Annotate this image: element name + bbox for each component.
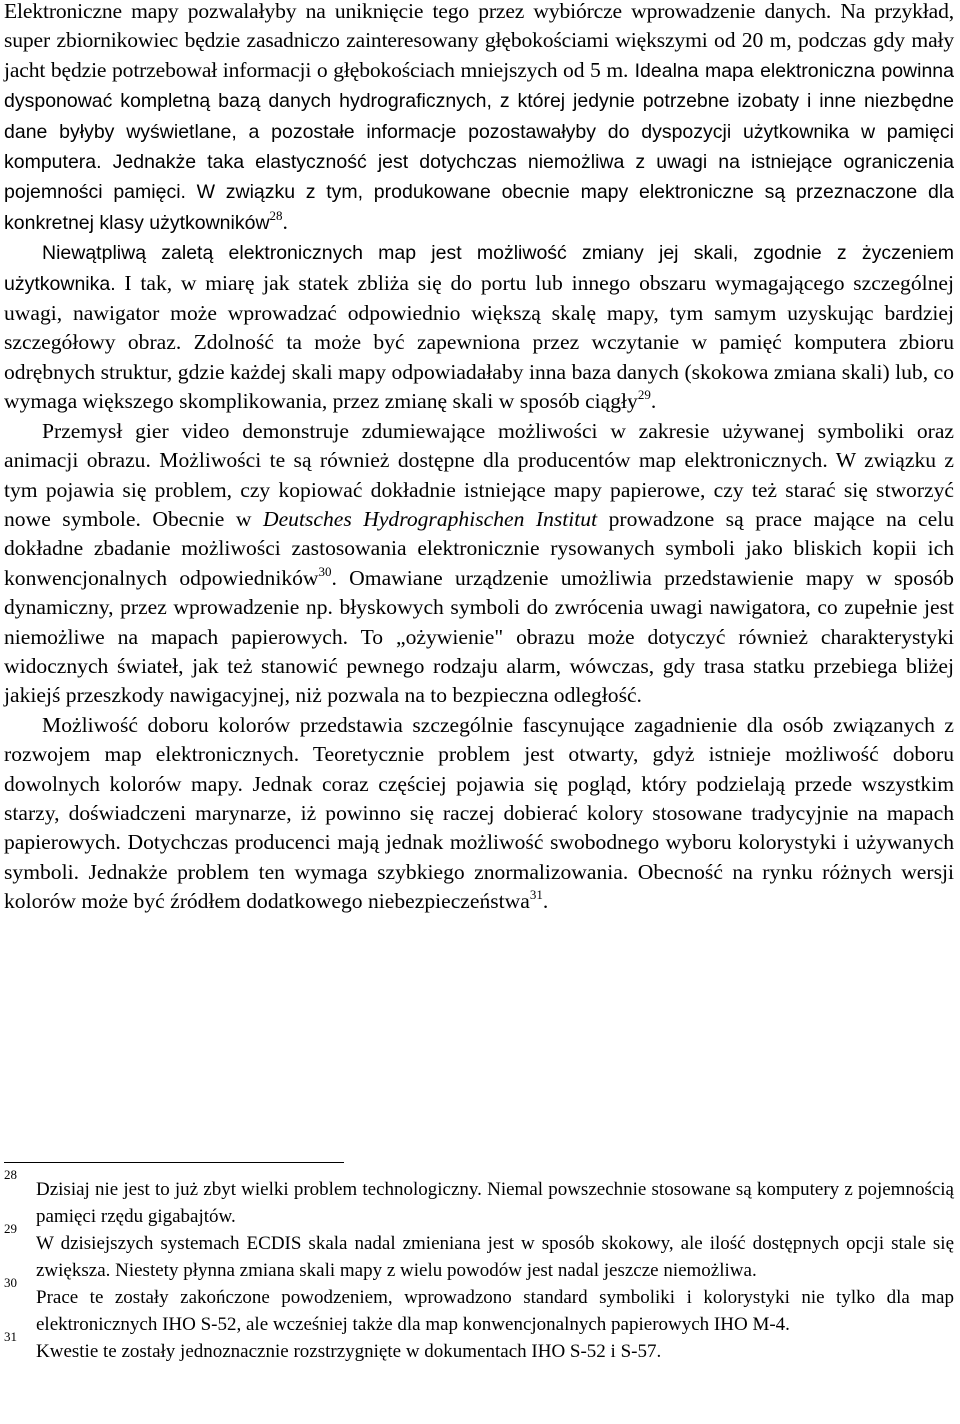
paragraph-2-part-a: Niewątpliwą zaletą elektronicznych map jest możliwość zmiany jej skali, zgodnie z życzeniem użytkownika. bbox=[4, 242, 954, 295]
institute-name: Deutsches Hydrographischen Institut bbox=[262, 506, 598, 531]
footnote-text: Kwestie te zostały jednoznacznie rozstrzygnięte w dokumentach IHO S-52 i S-57. bbox=[36, 1341, 662, 1362]
footnote-number: 29 bbox=[4, 1221, 17, 1236]
footnote-30 bbox=[0, 1275, 954, 1338]
paragraph-1-end: . bbox=[282, 209, 288, 234]
footnote-29 bbox=[0, 1221, 954, 1284]
paragraph-1-part-b: Idealna mapa elektroniczna powinna dysponować kompletną bazą danych hydrograficznych, z której jedynie potrzebne izobaty i inne niezbędne dane byłyby wyświetlane, a pozostałe informacje pozostawałyby do dyspozycji użytkownika w pamięci komputera. Jednakże taka elastyczność jest dotychczas niemożliwa z uwagi na istniejące ograniczenia pojemności pamięci. W związku z tym, produkowane obecnie mapy elektroniczne są przeznaczone dla konkretnej klasy użytkowników bbox=[4, 59, 954, 234]
footnote-number: 30 bbox=[4, 1275, 17, 1290]
paragraph-3-part-b: prowadzone są prace mające na celu dokładne zbadanie możliwości zastosowania elektronicznie rysowanych symboli jako bliskich kopii ich konwencjonalnych odpowiedników bbox=[4, 506, 954, 590]
footnote-ref-28: 28 bbox=[269, 207, 283, 223]
paragraph-1 bbox=[4, 0, 954, 238]
footnote-31 bbox=[0, 1329, 954, 1365]
footnotes bbox=[0, 1167, 954, 1365]
paragraph-4 bbox=[4, 711, 954, 917]
paragraph-2-end: . bbox=[650, 389, 657, 414]
footnote-ref-31: 31 bbox=[529, 887, 543, 903]
footnote-number: 28 bbox=[4, 1167, 17, 1182]
footnote-text: Prace te zostały zakończone powodzeniem, wprowadzono standard symboliki i kolorystyki nie tylko dla map elektronicznych IHO S-52, ale wcześniej także dla map konwencjonalnych papierowych IHO M-4. bbox=[36, 1287, 954, 1335]
footnote-ref-29: 29 bbox=[637, 387, 651, 403]
paragraph-2 bbox=[4, 238, 954, 416]
footnote-number: 31 bbox=[4, 1329, 17, 1344]
footnote-28 bbox=[0, 1167, 954, 1230]
paragraph-4-end: . bbox=[542, 889, 549, 914]
footnote-separator bbox=[4, 1162, 344, 1163]
footnote-ref-30: 30 bbox=[318, 563, 332, 579]
paragraph-2-part-b: I tak, w miarę jak statek zbliża się do portu lub innego obszaru wymagającego szczególnej uwagi, nawigator może wprowadzać odpowiednio większą skalę mapy, tym samym uzyskując bardziej szczegółowy obraz. Zdolność ta może być zapewniona przez wczytanie w pamięć komputera zbioru odrębnych struktur, gdzie każdej skali mapy odpowiadałaby inna baza danych (skokowa zmiana skali) lub, co wymaga większego skomplikowania, przez zmianę skali w sposób ciągły bbox=[4, 270, 954, 414]
paragraph-3-part-a: Przemysł gier video demonstruje zdumiewające możliwości w zakresie używanej symboliki oraz animacji obrazu. Możliwości te są również dostępne dla producentów map elektronicznych. W związku z tym pojawia się problem, czy kopiować dokładnie istniejące mapy papierowe, czy też starać się stworzyć nowe symbole. Obecnie w bbox=[4, 418, 954, 531]
footnote-text: W dzisiejszych systemach ECDIS skala nadal zmieniana jest w sposób skokowy, ale ilość dostępnych opcji stale się zwiększa. Niestety płynna zmiana skali mapy z wielu powodów jest nadal jeszcze niemożliwa. bbox=[36, 1233, 954, 1281]
footnote-text: Dzisiaj nie jest to już zbyt wielki problem technologiczny. Niemal powszechnie stosowane są komputery z pojemnością pamięci rzędu gigabajtów. bbox=[36, 1179, 954, 1227]
paragraph-3 bbox=[4, 417, 954, 711]
paragraph-1-part-a: Elektroniczne mapy pozwalałyby na uniknięcie tego przez wybiórcze wprowadzenie danych. Na przykład, super zbiornikowiec będzie zasadniczo zainteresowany głębokościami większymi od 20 m, podczas gdy mały jacht będzie potrzebował informacji o głębokościach mniejszych od 5 m. bbox=[4, 0, 954, 82]
paragraph-4-part-a: Możliwość doboru kolorów przedstawia szczególnie fascynujące zagadnienie dla osób związanych z rozwojem map elektronicznych. Teoretycznie problem jest otwarty, gdyż istnieje możliwość doboru dowolnych kolorów mapy. Jednak coraz częściej pojawia się pogląd, który podzielają przede wszystkim starzy, doświadczeni marynarze, iż powinno się raczej dobierać kolory stosowane tradycyjnie na mapach papierowych. Dotychczas producenci mają jednak możliwość swobodnego wyboru kolorystyki i używanych symboli. Jednakże problem ten wymaga szybkiego znormalizowania. Obecność na rynku różnych wersji kolorów może być źródłem dodatkowego niebezpieczeństwa bbox=[4, 712, 954, 914]
paragraph-3-part-c: . Omawiane urządzenie umożliwia przedstawienie mapy w sposób dynamiczny, przez wprowadzenie np. błyskowych symboli do zwrócenia uwagi nawigatora, co zupełnie jest niemożliwe na mapach papierowych. To „ożywienie" obrazu może dotyczyć również charakterystyki widocznych świateł, jak też stanowić pewnego rodzaju alarm, wówczas, gdy trasa statku przebiega bliżej jakiejś przeszkody nawigacyjnej, niż pozwala na to bezpieczna odległość. bbox=[4, 565, 954, 708]
main-text bbox=[4, 0, 954, 917]
